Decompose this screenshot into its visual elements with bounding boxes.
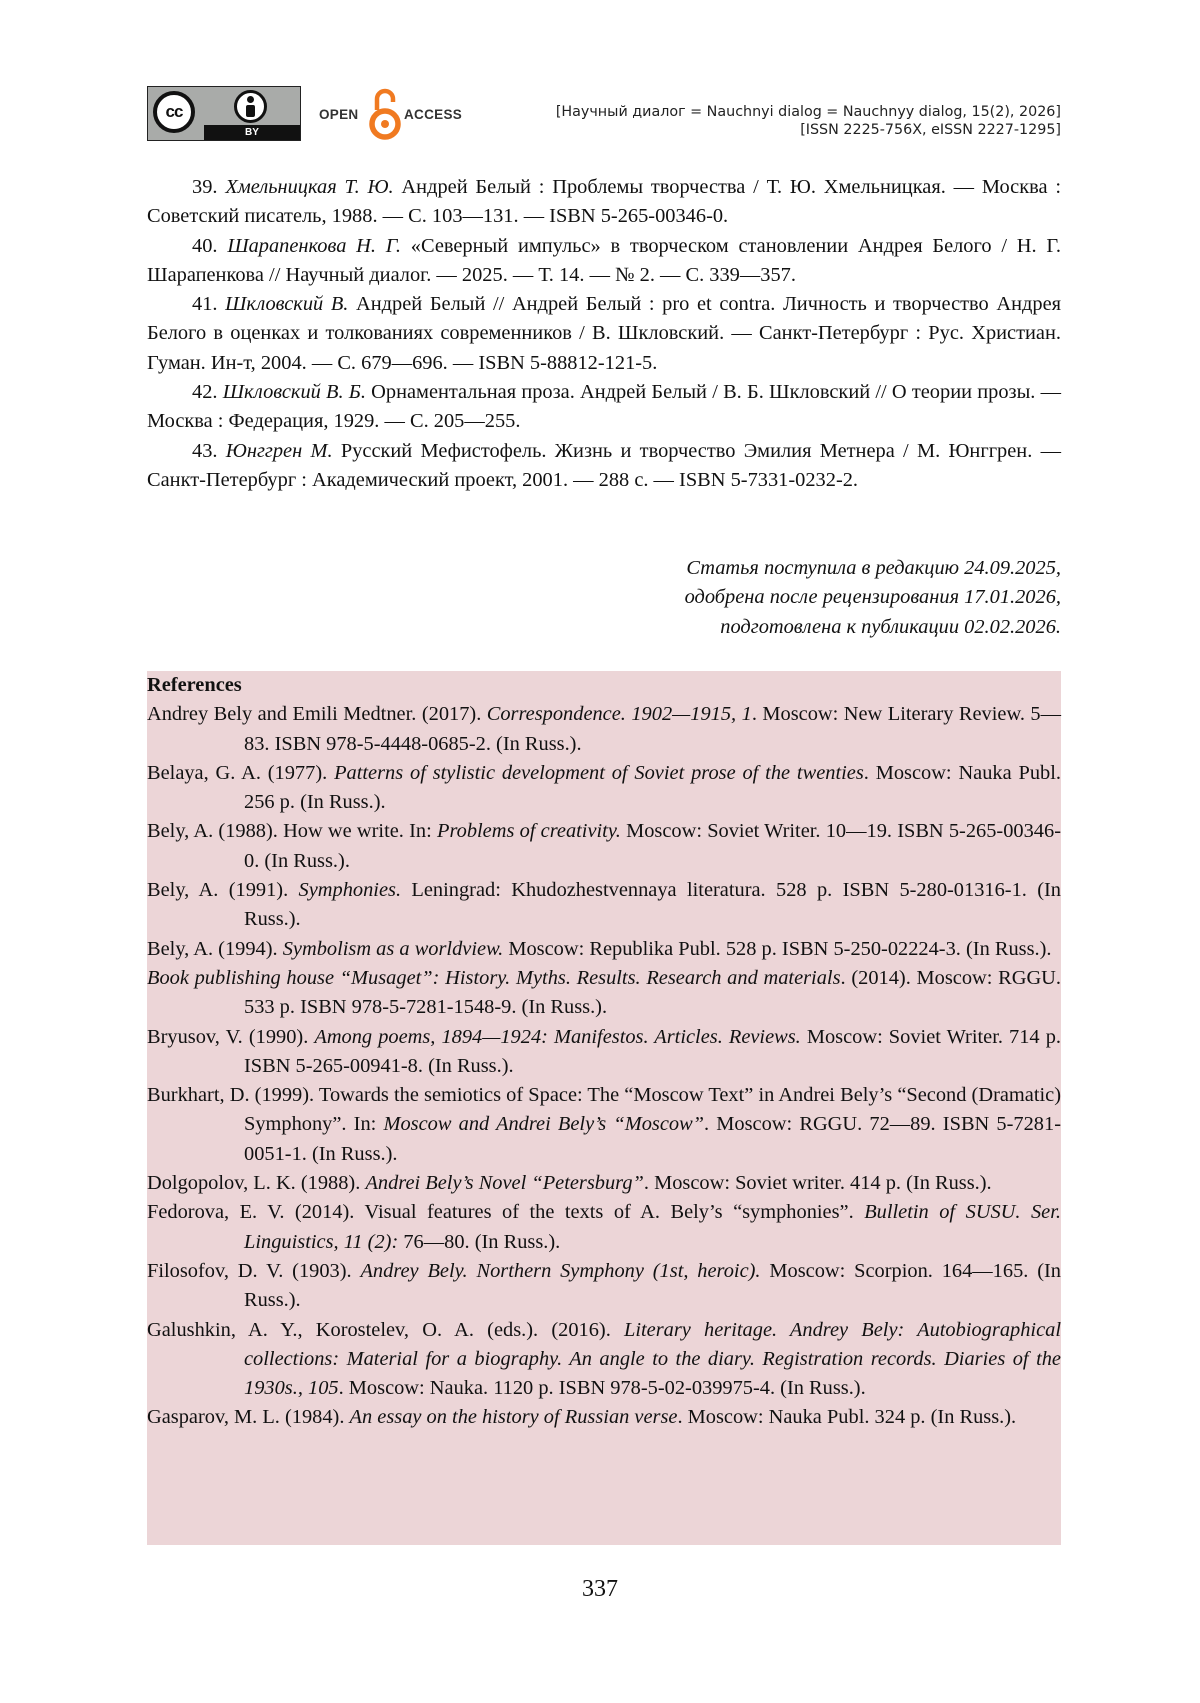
- journal-issn-line: [ISSN 2225-756X, eISSN 2227-1295]: [800, 122, 1061, 138]
- ru-ref-entry: 42. Шкловский В. Б. Орнаментальная проза. Андрей Белый / В. Б. Шкловский // О теории прозы. — Москва : Федерация, 1929. — С. 205—255.: [147, 381, 1061, 433]
- ru-ref-entry: 41. Шкловский В. Андрей Белый // Андрей Белый : pro et contra. Личность и творчество Андрея Белого в оценках и толкованиях современников / В. Шкловский. — Санкт-Петербург : Рус. Христиан. Гуман. Ин-т, 2004. — С. 679—696. — ISBN 5-88812-121-5.: [147, 293, 1061, 374]
- reference-entry: Gasparov, M. L. (1984). An essay on the history of Russian verse. Moscow: Nauka Publ. 324 p. (In Russ.).: [147, 1406, 1017, 1429]
- journal-citation: [556, 103, 1061, 139]
- references-heading: References: [147, 674, 242, 696]
- cc-icon: cc: [153, 91, 195, 133]
- english-references-section: [147, 671, 1061, 1545]
- open-label: OPEN: [319, 107, 359, 122]
- reference-entry: Book publishing house “Musaget”: History. Myths. Results. Research and materials. (2014). Moscow: RGGU. 533 p. ISBN 978-5-7281-1548-9. (In Russ.).: [147, 966, 1061, 1019]
- reference-entry: Andrey Bely and Emili Medtner. (2017). Correspondence. 1902—1915, 1. Moscow: New Literary Review. 5—83. ISBN 978-5-4448-0685-2. (In Russ.).: [147, 703, 1061, 755]
- russian-references-list: [147, 173, 1061, 495]
- page-number: 337: [582, 1576, 618, 1602]
- reference-entry: Fedorova, E. V. (2014). Visual features of the texts of A. Bely’s “symphonies”. Bulletin of SUSU. Ser. Linguistics, 11 (2): 76—80. (In Russ.).: [147, 1201, 1062, 1253]
- page-header: [147, 86, 1061, 146]
- journal-citation-line1: [Научный диалог = Nauchnyi dialog = Nauchnyy dialog, 15(2), 2026]: [555, 104, 1061, 120]
- by-label: BY: [204, 125, 300, 140]
- approved-date: одобрена после рецензирования 17.01.2026,: [684, 586, 1061, 609]
- reference-entry: Bely, A. (1991). Symphonies. Leningrad: Khudozhestvennaya literatura. 528 p. ISBN 5-280-01316-1. (In Russ.).: [147, 879, 1062, 931]
- ru-ref-entry: 43. Юнггрен М. Русский Мефистофель. Жизнь и творчество Эмилия Метнера / М. Юнггрен. — Санкт-Петербург : Академический проект, 2001. — 288 с. — ISBN 5-7331-0232-2.: [147, 439, 1061, 491]
- open-access-lock-icon: [368, 86, 402, 142]
- prepared-date: подготовлена к публикации 02.02.2026.: [720, 615, 1061, 638]
- article-dates: [685, 554, 1061, 642]
- received-date: Статья поступила в редакцию 24.09.2025,: [686, 557, 1061, 579]
- reference-entry: Galushkin, A. Y., Korostelev, O. A. (eds.). (2016). Literary heritage. Andrey Bely: Autobiographical collections: Material for a biography. An angle to the diary. Registration records. Diaries of the 1930s., 105. Moscow: Nauka. 1120 p. ISBN 978-5-02-039975-4. (In Russ.).: [147, 1318, 1061, 1400]
- reference-entry: Filosofov, D. V. (1903). Andrey Bely. Northern Symphony (1st, heroic). Moscow: Scorpion. 164—165. (In Russ.).: [147, 1259, 1061, 1312]
- cc-by-license-badge[interactable]: [147, 86, 301, 141]
- reference-entry: Burkhart, D. (1999). Towards the semiotics of Space: The “Moscow Text” in Andrei Bely’s “Second (Dramatic) Symphony”. In: Moscow and Andrei Bely’s “Moscow”. Moscow: RGGU. 72—89. ISBN 5-7281-0051-1. (In Russ.).: [147, 1084, 1061, 1165]
- access-label: ACCESS: [404, 107, 463, 122]
- reference-entry: Bely, A. (1988). How we write. In: Problems of creativity. Moscow: Soviet Writer. 10—19. ISBN 5-265-00346-0. (In Russ.).: [147, 820, 1061, 872]
- reference-entry: Bryusov, V. (1990). Among poems, 1894—1924: Manifestos. Articles. Reviews. Moscow: Soviet Writer. 714 p. ISBN 5-265-00941-8. (In Russ.).: [147, 1025, 1061, 1077]
- reference-entry: Dolgopolov, L. K. (1988). Andrei Bely’s Novel “Petersburg”. Moscow: Soviet writer. 414 p. (In Russ.).: [147, 1172, 992, 1195]
- reference-entry: Belaya, G. A. (1977). Patterns of stylistic development of Soviet prose of the twenties. Moscow: Nauka Publ. 256 p. (In Russ.).: [147, 761, 1061, 814]
- ru-ref-entry: 40. Шарапенкова Н. Г. «Северный импульс» в творческом становлении Андрея Белого / Н. Г. Шарапенкова // Научный диалог. — 2025. — Т. 14. — № 2. — С. 339—357.: [147, 234, 1062, 286]
- attribution-icon: [234, 90, 267, 123]
- ru-ref-entry: 39. Хмельницкая Т. Ю. Андрей Белый : Проблемы творчества / Т. Ю. Хмельницкая. — Москва : Советский писатель, 1988. — С. 103—131. — ISBN 5-265-00346-0.: [147, 176, 1061, 228]
- reference-entry: Bely, A. (1994). Symbolism as a worldview. Moscow: Republika Publ. 528 p. ISBN 5-250-02224-3. (In Russ.).: [147, 937, 1052, 960]
- open-access-logo: [319, 86, 469, 142]
